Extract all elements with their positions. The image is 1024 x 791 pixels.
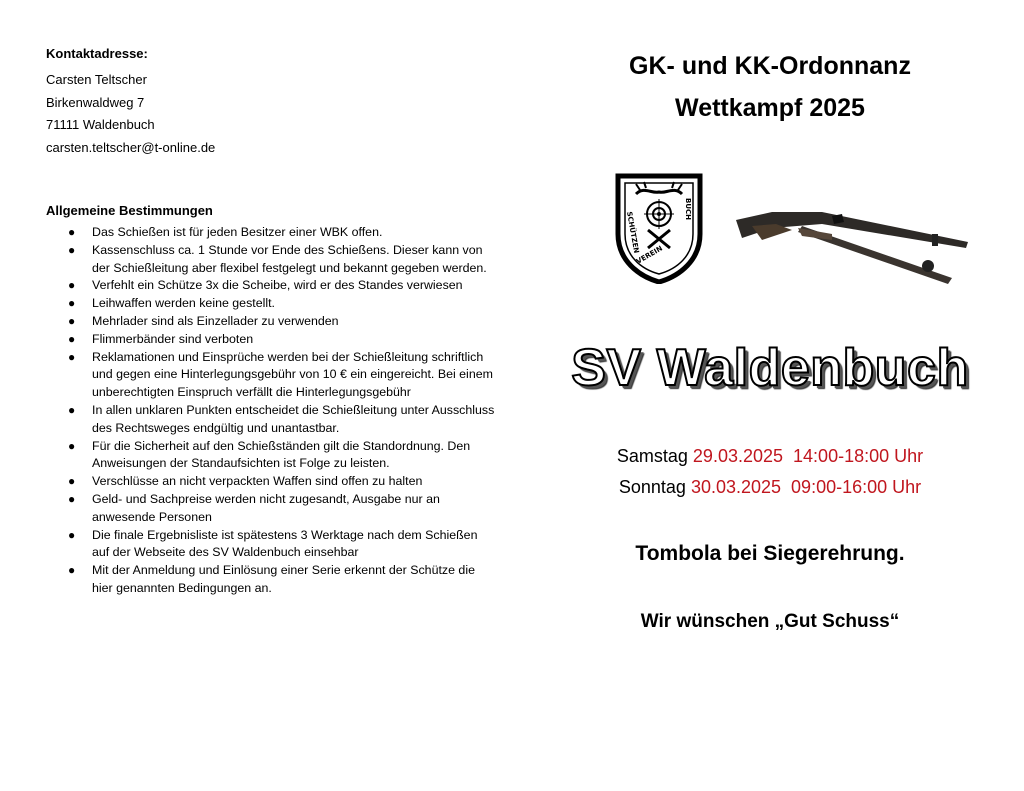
club-logo-icon xyxy=(614,172,704,284)
rule-text: Die finale Ergebnisliste ist spätestens 3 Werktage nach dem Schießen auf der Webseite des SV Waldenbuch einsehbar xyxy=(92,527,478,560)
rule-item xyxy=(46,313,496,331)
day-label: Samstag xyxy=(616,446,688,466)
date-value: 29.03.2025 xyxy=(692,446,784,466)
rule-item xyxy=(46,527,496,563)
event-title-line1: GK- und KK-Ordonnanz xyxy=(629,52,911,80)
time-value: 14:00-18:00 Uhr xyxy=(793,446,924,466)
rule-item xyxy=(46,473,496,491)
rule-item xyxy=(46,331,496,349)
rules-list xyxy=(46,224,496,598)
rule-item xyxy=(46,402,496,438)
rule-item xyxy=(46,277,496,295)
rule-text: Verschlüsse an nicht verpackten Waffen sind offen zu halten xyxy=(92,474,423,489)
logo-text-right: BUCH xyxy=(684,198,692,221)
rule-text: Mehrlader sind als Einzellader zu verwenden xyxy=(92,313,339,328)
bullet-icon: ● xyxy=(68,349,76,364)
wish-text: Wir wünschen „Gut Schuss“ xyxy=(640,611,900,632)
bullet-icon: ● xyxy=(68,402,76,417)
contact-heading: Kontaktadresse: xyxy=(46,46,148,61)
rule-text: Reklamationen und Einsprüche werden bei der Schießleitung schriftlich und gegen eine Hinterlegungsgebühr von 10 € ein eingereicht. Bei einem unberechtigten Einspruch verfällt die Hinterlegungsgebühr xyxy=(92,349,493,400)
date-value: 30.03.2025 xyxy=(690,477,782,497)
rule-text: Flimmerbänder sind verboten xyxy=(92,331,254,346)
rule-text: Mit der Anmeldung und Einlösung einer Serie erkennt der Schütze die hier genannten Bedingungen an. xyxy=(92,563,475,595)
event-title-line2: Wettkampf 2025 xyxy=(675,94,865,122)
rule-text: Das Schießen ist für jeden Besitzer einer WBK offen. xyxy=(92,225,383,239)
rule-item xyxy=(46,242,496,278)
bullet-icon: ● xyxy=(68,563,76,578)
day-label: Sonntag xyxy=(618,477,686,497)
bullet-icon: ● xyxy=(68,491,76,506)
bullet-icon: ● xyxy=(68,474,76,489)
bullet-icon: ● xyxy=(68,296,76,311)
rule-text: Kassenschluss ca. 1 Stunde vor Ende des Schießens. Dieser kann von der Schießleitung aber flexibel festgelegt und bekannt gegeben werden. xyxy=(92,242,487,275)
rule-text: Für die Sicherheit auf den Schießständen gilt die Standordnung. Den Anweisungen der Standaufsichten ist Folge zu leisten. xyxy=(92,438,471,471)
date-row-saturday xyxy=(560,446,980,467)
contact-street: Birkenwaldweg 7 xyxy=(46,94,145,110)
bullet-icon: ● xyxy=(68,278,76,293)
rifle-image-icon xyxy=(732,190,972,290)
rule-item xyxy=(46,224,496,242)
rules-heading: Allgemeine Bestimmungen xyxy=(46,203,213,218)
rule-text: Verfehlt ein Schütze 3x die Scheibe, wird er des Standes verwiesen xyxy=(92,278,463,293)
rule-item xyxy=(46,295,496,313)
logo-text-bottom: VEREIN xyxy=(635,244,664,266)
rule-item xyxy=(46,438,496,474)
club-name-heading: SV Waldenbuch xyxy=(571,339,969,397)
contact-email[interactable]: carsten.teltscher@t-online.de xyxy=(46,139,216,155)
rule-item xyxy=(46,491,496,527)
bullet-icon: ● xyxy=(68,438,76,453)
left-column xyxy=(46,46,496,598)
contact-name: Carsten Teltscher xyxy=(46,72,147,87)
bullet-icon: ● xyxy=(68,225,76,239)
bullet-icon: ● xyxy=(68,242,76,257)
rule-item xyxy=(46,349,496,402)
bullet-icon: ● xyxy=(68,527,76,542)
rule-text: In allen unklaren Punkten entscheidet die Schießleitung unter Ausschluss des Rechtsweges endgültig und unantastbar. xyxy=(92,402,495,435)
logo-text-left: SCHÜTZEN xyxy=(625,210,641,254)
rule-text: Geld- und Sachpreise werden nicht zugesandt, Ausgabe nur an anwesende Personen xyxy=(92,491,440,524)
bullet-icon: ● xyxy=(68,331,76,346)
contact-city: 71111 Waldenbuch xyxy=(46,117,155,132)
time-value: 09:00-16:00 Uhr xyxy=(791,477,922,497)
rule-item xyxy=(46,562,496,598)
bullet-icon: ● xyxy=(68,313,76,328)
date-row-sunday xyxy=(560,477,980,498)
rule-text: Leihwaffen werden keine gestellt. xyxy=(92,296,275,311)
tombola-text: Tombola bei Siegerehrung. xyxy=(635,542,905,565)
